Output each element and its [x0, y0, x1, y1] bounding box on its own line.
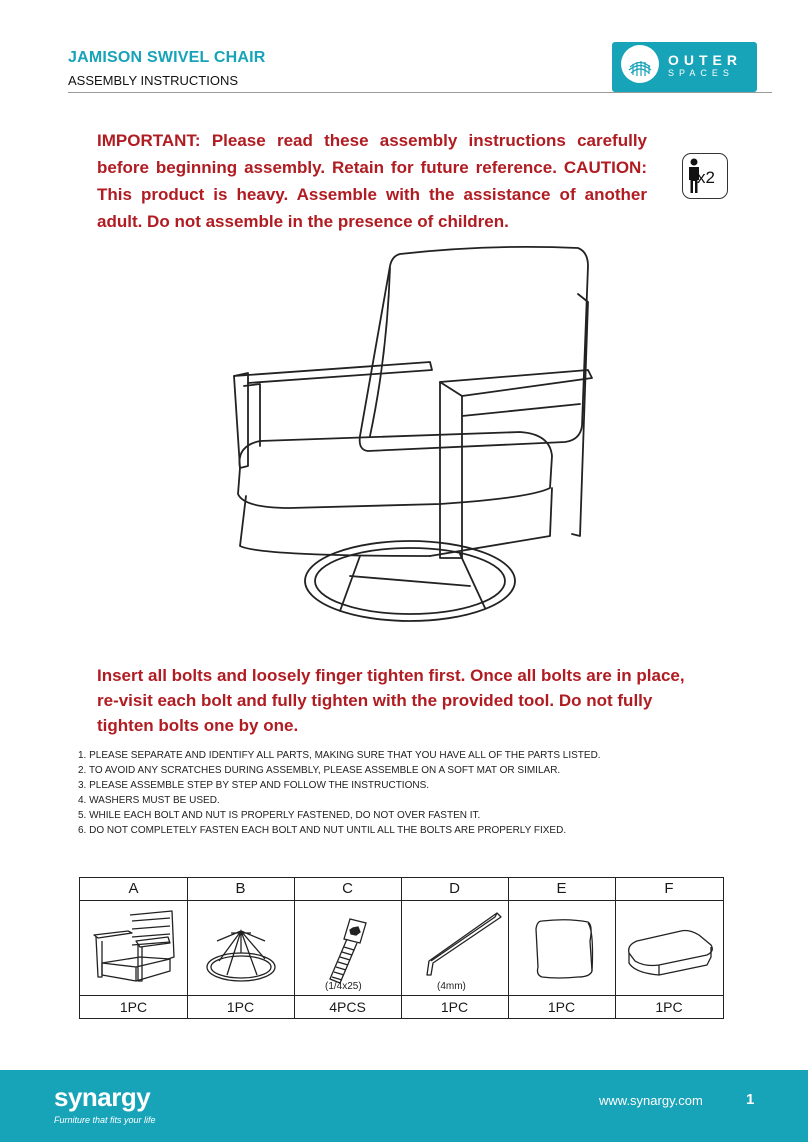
part-letter-e: E: [508, 878, 616, 901]
document-subtitle: ASSEMBLY INSTRUCTIONS: [68, 73, 238, 88]
part-qty-d: 1PC: [401, 995, 509, 1019]
tightening-note: Insert all bolts and loosely finger tighten first. Once all bolts are in place, re-visit each bolt and fully tighten with the provided tool. Do not fully tighten bolts one by one.: [97, 666, 685, 735]
part-letter-d: D: [401, 878, 509, 901]
brand-name-bottom: SPACES: [668, 68, 734, 78]
part-qty-b: 1PC: [187, 995, 295, 1019]
instruction-item: 4. WASHERS MUST BE USED.: [78, 795, 220, 806]
footer-logo: synargy: [54, 1082, 151, 1112]
chair-frame-icon: [80, 901, 188, 995]
instruction-item: 5. WHILE EACH BOLT AND NUT IS PROPERLY FASTENED, DO NOT OVER FASTEN IT.: [78, 810, 481, 821]
instruction-item: 6. DO NOT COMPLETELY FASTEN EACH BOLT AND NUT UNTIL ALL THE BOLTS ARE PROPERLY FIXED.: [78, 825, 567, 836]
header-divider: [68, 92, 772, 93]
part-qty-c: 4PCS: [294, 995, 402, 1019]
part-qty-a: 1PC: [80, 995, 188, 1019]
brand-name-top: OUTER: [668, 52, 742, 68]
bolt-icon: [294, 901, 402, 995]
instruction-item: 2. TO AVOID ANY SCRATCHES DURING ASSEMBLY, PLEASE ASSEMBLE ON A SOFT MAT OR SIMILAR.: [78, 765, 561, 776]
part-letter-b: B: [187, 878, 295, 901]
important-notice: IMPORTANT: Please read these assembly instructions carefully before beginning assembly. Retain for future reference. CAUTION: This product is heavy. Assemble with the assistance of another adult. Do not assemble in the presence of children.: [97, 131, 647, 231]
instruction-item: 1. PLEASE SEPARATE AND IDENTIFY ALL PARTS, MAKING SURE THAT YOU HAVE ALL OF THE PARTS LISTED.: [78, 750, 601, 761]
part-letter-c: C: [294, 878, 402, 901]
bolt-spec: (1/4x25): [325, 981, 362, 992]
part-letter-f: F: [615, 878, 723, 901]
part-qty-e: 1PC: [508, 995, 616, 1019]
back-cushion-icon: [508, 901, 616, 995]
brand-logo-icon: [621, 45, 659, 83]
part-letter-a: A: [80, 878, 188, 901]
seat-cushion-icon: [615, 901, 723, 995]
document-title: JAMISON SWIVEL CHAIR: [68, 49, 266, 66]
allen-key-spec: (4mm): [437, 981, 466, 992]
instruction-item: 3. PLEASE ASSEMBLE STEP BY STEP AND FOLLOW THE INSTRUCTIONS.: [78, 780, 430, 791]
footer-tagline: Furniture that fits your life: [54, 1115, 156, 1125]
website-link[interactable]: www.synargy.com: [599, 1093, 703, 1108]
instruction-list: [78, 748, 778, 838]
people-count: x2: [697, 168, 715, 187]
part-qty-f: 1PC: [615, 995, 723, 1019]
swivel-chair-illustration: [200, 236, 600, 631]
swivel-base-icon: [187, 901, 295, 995]
page-number: 1: [746, 1091, 755, 1108]
allen-key-icon: [401, 901, 509, 995]
parts-table: [79, 877, 724, 1019]
